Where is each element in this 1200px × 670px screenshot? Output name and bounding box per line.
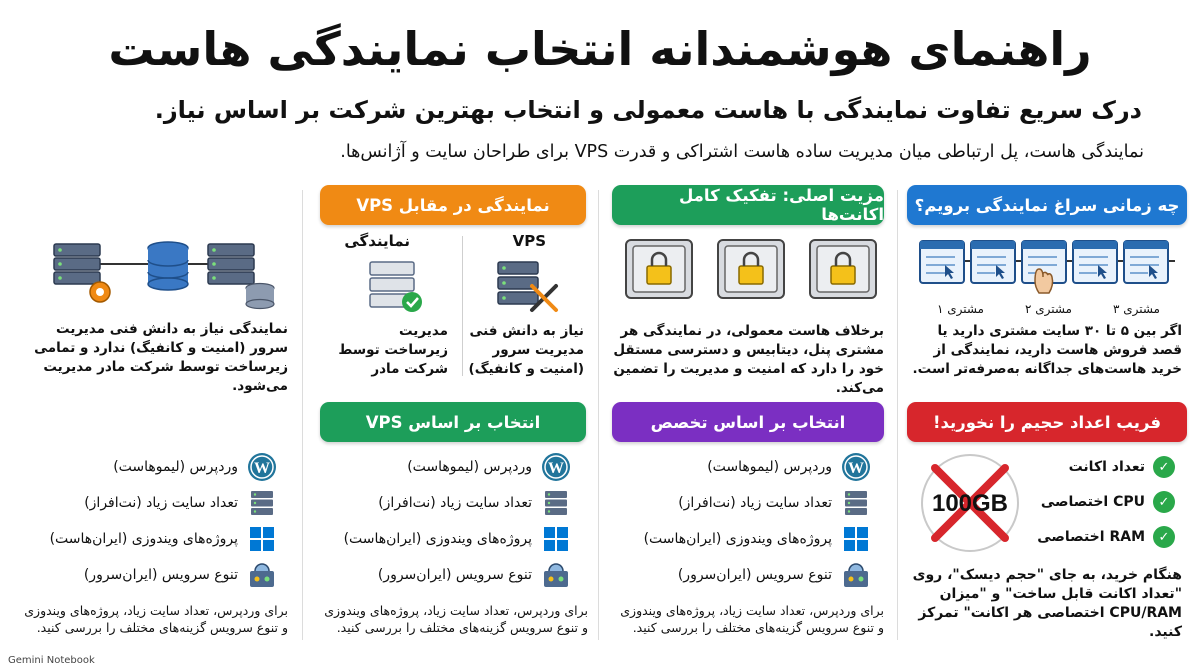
service-icon bbox=[246, 559, 278, 591]
vps-choice-text: برای وردپرس، تعداد سایت زیاد، پروژه‌های ویندوزی و تنوع سرویس گزینه‌های مختلف را بررسی کنید. bbox=[324, 603, 588, 635]
check-icon: ✓ bbox=[1153, 456, 1175, 478]
browser-icon bbox=[1073, 241, 1117, 283]
vps-choice-item: تعداد سایت زیاد (نت‌افراز) bbox=[378, 486, 572, 520]
server-wrench-icon bbox=[492, 258, 562, 316]
check-icon: ✓ bbox=[1153, 491, 1175, 513]
vps-choice-item: تنوع سرویس (ایران‌سرور) bbox=[378, 558, 572, 592]
last-item: W وردپرس (لیموهاست) bbox=[113, 450, 278, 484]
reseller-text: مدیریت زیرساخت توسط شرکت مادر bbox=[338, 323, 448, 377]
trap-text: هنگام خرید، به جای "حجم دیسک"، روی "تعداد اکانت قابل ساخت" و "میزان CPU/RAM اختصاصی هر اکانت" تمرکز کنید. bbox=[912, 567, 1182, 640]
client-label: مشتری ۳ bbox=[1112, 302, 1160, 316]
page-description: نمایندگی هاست، پل ارتباطی میان مدیریت ساده هاست اشتراکی و قدرت VPS برای طراحان سایت و آژانس‌ها. bbox=[340, 142, 1144, 162]
wordpress-icon bbox=[540, 451, 572, 483]
specialty-item: تعداد سایت زیاد (نت‌افراز) bbox=[678, 486, 872, 520]
service-icon bbox=[840, 559, 872, 591]
isolation-heading: مزیت اصلی: تفکیک کامل اکانت‌ها bbox=[612, 185, 884, 225]
lock-icon bbox=[626, 240, 692, 298]
trap-check-item: ✓ تعداد اکانت bbox=[1069, 450, 1175, 484]
client-label: مشتری ۲ bbox=[1024, 302, 1072, 316]
server-icon bbox=[54, 244, 100, 284]
when-text: اگر بین ۵ تا ۳۰ سایت مشتری دارید یا قصد فروش هاست دارید، نمایندگی از خرید هاست‌های جداگانه به‌صرفه‌تر است. bbox=[912, 323, 1182, 377]
page-subtitle: درک سریع تفاوت نمایندگی با هاست معمولی و انتخاب بهترین شرکت بر اساس نیاز. bbox=[154, 96, 1142, 124]
trap-check-item: ✓ CPU اختصاصی bbox=[1041, 485, 1175, 519]
server-stack-icon bbox=[246, 487, 278, 519]
lock-icon bbox=[718, 240, 784, 298]
gear-icon bbox=[90, 282, 110, 302]
database-icon bbox=[246, 284, 274, 309]
when-heading: چه زمانی سراغ نمایندگی برویم؟ bbox=[907, 185, 1187, 225]
reseller-title: نمایندگی bbox=[344, 232, 410, 250]
trap-heading: فریب اعداد حجیم را نخورید! bbox=[907, 402, 1187, 442]
page-title: راهنمای هوشمندانه انتخاب نمایندگی هاست bbox=[108, 22, 1092, 76]
no-100gb-badge bbox=[915, 448, 1025, 558]
check-icon: ✓ bbox=[1153, 526, 1175, 548]
last-item: پروژه‌های ویندوزی (ایران‌هاست) bbox=[50, 522, 278, 556]
browser-icon bbox=[920, 241, 964, 283]
svg-text:W: W bbox=[548, 460, 564, 477]
vs-divider bbox=[462, 236, 463, 376]
client-label: مشتری ۱ bbox=[936, 302, 984, 316]
svg-text:W: W bbox=[848, 460, 864, 477]
windows-icon bbox=[246, 523, 278, 555]
safes-illustration bbox=[622, 236, 882, 312]
server-stack-icon bbox=[540, 487, 572, 519]
lock-icon bbox=[810, 240, 876, 298]
specialty-text: برای وردپرس، تعداد سایت زیاد، پروژه‌های ویندوزی و تنوع سرویس گزینه‌های مختلف را بررسی کنید. bbox=[620, 603, 884, 635]
vps-choice-heading: انتخاب بر اساس VPS bbox=[320, 402, 586, 442]
specialty-heading: انتخاب بر اساس تخصص bbox=[612, 402, 884, 442]
wordpress-icon bbox=[246, 451, 278, 483]
last-item: تنوع سرویس (ایران‌سرور) bbox=[84, 558, 278, 592]
last-text: برای وردپرس، تعداد سایت زیاد، پروژه‌های ویندوزی و تنوع سرویس گزینه‌های مختلف را بررسی کنید. bbox=[24, 603, 288, 635]
browser-icon bbox=[971, 241, 1015, 283]
windows-icon bbox=[840, 523, 872, 555]
divider bbox=[302, 190, 303, 640]
server-text: نمایندگی نیاز به دانش فنی مدیریت سرور (امنیت و کانفیگ) ندارد و تمامی زیرساخت توسط شرکت مادر مدیریت می‌شود. bbox=[34, 321, 288, 394]
specialty-item: تنوع سرویس (ایران‌سرور) bbox=[678, 558, 872, 592]
service-icon bbox=[540, 559, 572, 591]
server-check-icon bbox=[360, 258, 430, 316]
vps-choice-item: پروژه‌های ویندوزی (ایران‌هاست) bbox=[344, 522, 572, 556]
vs-heading: نمایندگی در مقابل VPS bbox=[320, 185, 586, 225]
divider bbox=[598, 190, 599, 640]
svg-text:W: W bbox=[254, 460, 270, 477]
server-icon bbox=[208, 244, 254, 284]
specialty-item: W وردپرس (لیموهاست) bbox=[707, 450, 872, 484]
server-network-illustration bbox=[48, 236, 288, 312]
specialty-item: پروژه‌های ویندوزی (ایران‌هاست) bbox=[644, 522, 872, 556]
vps-choice-item: W وردپرس (لیموهاست) bbox=[407, 450, 572, 484]
browser-icon bbox=[1022, 241, 1066, 293]
vps-text: نیاز به دانش فنی مدیریت سرور (امنیت و کانفیگ) bbox=[468, 323, 584, 377]
browser-icon bbox=[1124, 241, 1168, 283]
database-icon bbox=[148, 242, 188, 290]
badge-text: 100GB bbox=[931, 490, 1009, 517]
divider bbox=[897, 190, 898, 640]
server-stack-icon bbox=[840, 487, 872, 519]
isolation-text: برخلاف هاست معمولی، در نمایندگی هر مشتری پنل، دیتابیس و دسترسی مستقل خود را دارد که امنیت و مدیریت را تضمین می‌کند. bbox=[613, 323, 884, 396]
vps-title: VPS bbox=[512, 232, 546, 250]
wordpress-icon bbox=[840, 451, 872, 483]
trap-check-item: ✓ RAM اختصاصی bbox=[1037, 520, 1175, 554]
footer-credit: Gemini Notebook bbox=[8, 655, 95, 666]
last-item: تعداد سایت زیاد (نت‌افراز) bbox=[84, 486, 278, 520]
windows-icon bbox=[540, 523, 572, 555]
